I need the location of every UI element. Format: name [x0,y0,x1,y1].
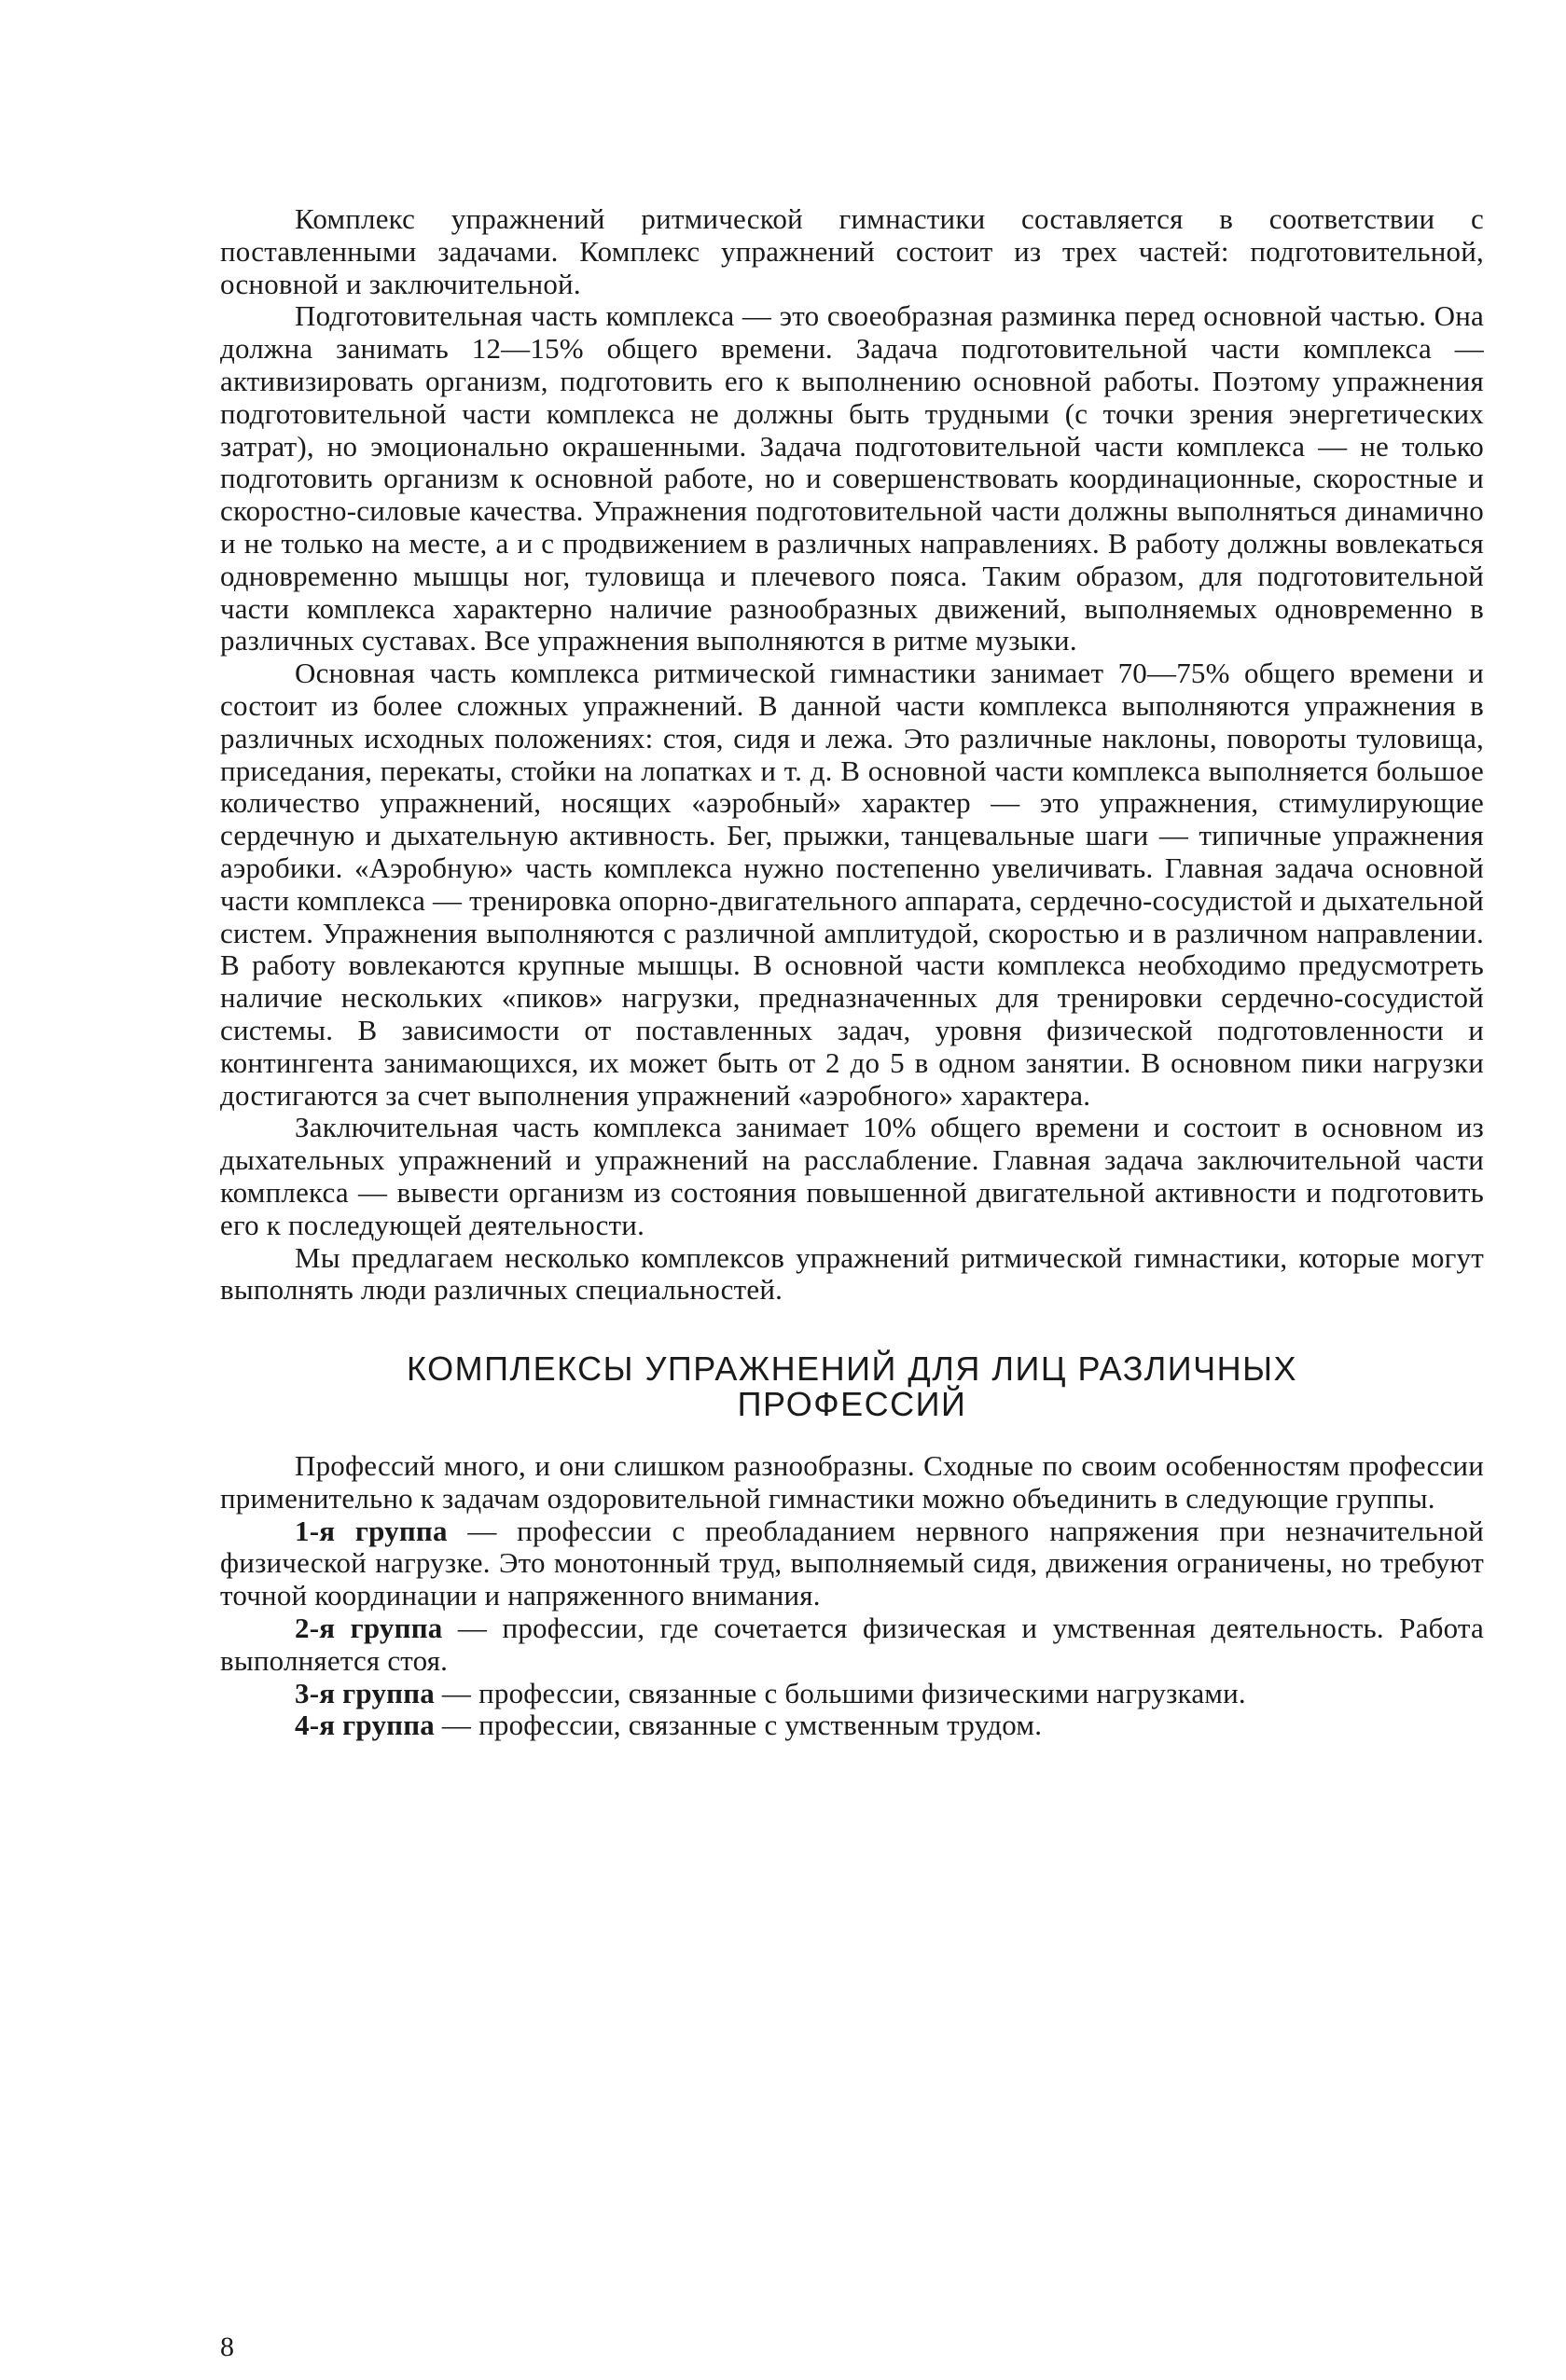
group-4-text: — профессии, связанные с умственным трудом. [434,1709,1043,1742]
group-1-label: 1-я группа [295,1514,448,1547]
group-4 [220,1709,1484,1742]
paragraph-final-part: Заключительная часть комплекса занимает 10% общего времени и состоит в основном из дыхательных упражнений и упражнений на расслабление. Главная задача заключительной части комплекса — вывести организм из состояния повышенной двигательной активности и подготовить его к последующей деятельности. [220,1111,1484,1241]
group-2-text: — профессии, где сочетается физическая и умственная деятельность. Работа выполняется стоя. [220,1612,1485,1677]
group-1-text: — профессии с преобладанием нервного напряжения при незначительной физической нагрузке. Это монотонный труд, выполняемый сидя, движения ограничены, но требуют точной координации и напряженного внимания. [220,1514,1484,1612]
paragraph-offer: Мы предлагаем несколько комплексов упражнений ритмической гимнастики, которые могут выполнять люди различных специальностей. [220,1240,1484,1307]
paragraph-structure: Комплекс упражнений ритмической гимнастики составляется в соответствии с поставленными задачами. Комплекс упражнений состоит из трех частей: подготовительной, основной и заключительной. [220,202,1484,300]
page-number: 8 [220,2332,234,2362]
group-1 [220,1515,1484,1612]
group-3-label: 3-я группа [295,1676,435,1709]
group-3 [220,1678,1484,1710]
group-2-label: 2-я группа [295,1612,443,1645]
section-heading-line2: ПРОФЕССИЙ [737,1385,967,1424]
paragraph-preparatory-part: Подготовительная часть комплекса — это своеобразная разминка перед основной частью. Она должна занимать 12—15% общего времени. Задача подготовительной части комплекса — активизировать организм, подготовить его к выполнению основной работы. Поэтому упражнения подготовительной части комплекса не должны быть трудными (с точки зрения энергетических затрат), но эмоционально окрашенными. Задача подготовительной части комплекса — не только подготовить организм к основной работе, но и совершенствовать координационные, скоростные и скоростно-силовые качества. Упражнения подготовительной части должны выполняться динамично и не только на месте, а и с продвижением в различных направлениях. В работу должны вовлекаться одновременно мышцы ног, туловища и плечевого пояса. Таким образом, для подготовительной части комплекса характерно наличие разнообразных движений, выполняемых одновременно в различных суставах. Все упражнения выполняются в ритме музыки. [220,299,1484,657]
group-4-label: 4-я группа [295,1709,435,1742]
section-heading [220,1351,1484,1422]
group-2 [220,1612,1484,1678]
paragraph-main-part: Основная часть комплекса ритмической гимнастики занимает 70—75% общего времени и состоит из более сложных упражнений. В данной части комплекса выполняются упражнения в различных исходных положениях: стоя, сидя и лежа. Это различные наклоны, повороты туловища, приседания, перекаты, стойки на лопатках и т. д. В основной части комплекса выполняется большое количество упражнений, носящих «аэробный» характер — это упражнения, стимулирующие сердечную и дыхательную активность. Бег, прыжки, танцевальные шаги — типичные упражнения аэробики. «Аэробную» часть комплекса нужно постепенно увеличивать. Главная задача основной части комплекса — тренировка опорно-двигательного аппарата, сердечно-сосудистой и дыхательной систем. Упражнения выполняются с различной амплитудой, скоростью и в различном направлении. В работу вовлекаются крупные мышцы. В основной части комплекса необходимо предусмотреть наличие нескольких «пиков» нагрузки, предназначенных для тренировки сердечно-сосудистой системы. В зависимости от поставленных задач, уровня физической подготовленности и контингента занимающихся, их может быть от 2 до 5 в одном занятии. В основном пики нагрузки достигаются за счет выполнения упражнений «аэробного» характера. [220,657,1484,1112]
section-heading-line1: КОМПЛЕКСЫ УПРАЖНЕНИЙ ДЛЯ ЛИЦ РАЗЛИЧНЫХ [407,1349,1297,1389]
paragraph-professions-intro: Профессий много, и они слишком разнообразны. Сходные по своим особенностям профессии применительно к задачам оздоровительной гимнастики можно объединить в следующие группы. [220,1449,1484,1515]
group-3-text: — профессии, связанные с большими физическими нагрузками. [434,1676,1246,1709]
page-body [220,203,1484,1742]
